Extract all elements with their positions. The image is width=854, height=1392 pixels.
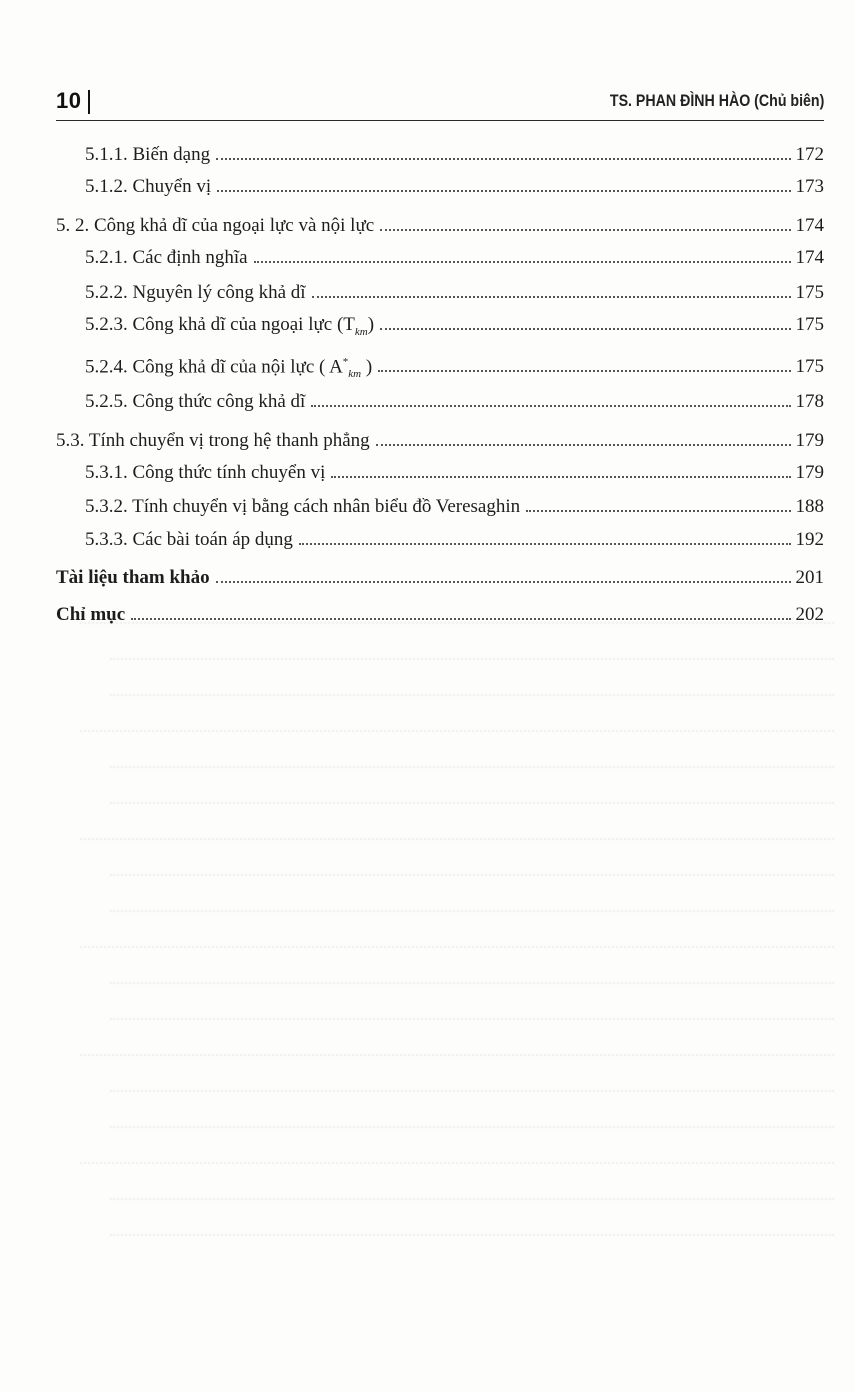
toc-entry-title-close: )	[361, 356, 373, 378]
bleed-through-line	[110, 1088, 834, 1092]
bleed-through-line	[80, 944, 834, 948]
bleed-through-line	[110, 1196, 834, 1200]
toc-entry[interactable]	[56, 495, 824, 519]
toc-dot-leader	[312, 296, 791, 298]
toc-entry-superscript: *	[342, 356, 349, 368]
toc-entry-title	[85, 143, 214, 167]
toc-entry-page: 175	[795, 282, 824, 303]
toc-dot-leader	[380, 328, 790, 330]
page-header	[56, 84, 824, 121]
toc-dot-leader	[376, 444, 791, 446]
toc-entry-title	[85, 390, 309, 414]
toc-entry-title	[56, 429, 374, 453]
toc-entry[interactable]	[56, 281, 824, 305]
toc-dot-leader	[311, 405, 790, 407]
toc-entry[interactable]	[56, 143, 824, 167]
bleed-through-line	[110, 800, 834, 804]
toc-entry[interactable]	[56, 528, 824, 552]
toc-entry-title	[85, 281, 310, 305]
toc-dot-leader	[216, 581, 791, 583]
toc-entry-title	[85, 461, 329, 485]
bleed-through-line	[80, 1052, 834, 1056]
toc-entry-title-text: 5.3. Tính chuyển vị trong hệ thanh phẳng	[56, 430, 370, 451]
toc-entry-title-text: Chỉ mục	[56, 604, 126, 625]
toc-entry-page: 192	[795, 529, 824, 550]
bleed-through-line	[110, 764, 834, 768]
toc-entry-title-text: 5.3.2. Tính chuyển vị bằng cách nhân biểu đồ Veresaghin	[85, 496, 521, 517]
bleed-through-line	[110, 656, 834, 660]
toc-dot-leader	[131, 618, 790, 620]
toc-entry[interactable]	[56, 566, 824, 590]
toc-entry-title-text: 5.3.3. Các bài toán áp dụng	[85, 529, 293, 550]
toc-dot-leader	[254, 261, 791, 263]
toc-entry-title-text: 5.2.1. Các định nghĩa	[85, 247, 248, 268]
toc-entry-page: 202	[795, 604, 824, 625]
bleed-through-line	[110, 872, 834, 876]
toc-entry-title	[85, 495, 524, 519]
bleed-through-line	[110, 980, 834, 984]
toc-entry-title-text: 5.1.1. Biến dạng	[85, 144, 211, 165]
toc-entry-page: 173	[795, 176, 824, 197]
toc-entry-title-text: 5.3.1. Công thức tính chuyển vị	[85, 462, 326, 483]
toc-entry-title-text: 5.2.5. Công thức công khả dĩ	[85, 391, 306, 412]
toc-entry-page: 172	[795, 144, 824, 165]
toc-entry-title	[85, 350, 376, 386]
toc-entry-title-close: )	[367, 314, 375, 335]
bleed-through-line	[110, 1232, 834, 1236]
toc-entry-title-text: 5. 2. Công khả dĩ của ngoại lực và nội lực	[56, 215, 375, 236]
toc-entry-page: 175	[795, 314, 824, 335]
toc-entry[interactable]	[56, 461, 824, 485]
bleed-through-line	[80, 728, 834, 732]
bleed-through-line	[110, 692, 834, 696]
toc-entry-page: 175	[795, 356, 824, 378]
page-number: 10	[56, 88, 82, 113]
toc-entry-title-text: 5.1.2. Chuyển vị	[85, 176, 212, 197]
toc-dot-leader	[299, 543, 791, 545]
toc-entry-page: 179	[795, 462, 824, 483]
toc-entry-title	[56, 603, 129, 627]
running-head: TS. PHAN ĐÌNH HÀO (Chủ biên)	[609, 92, 824, 110]
bleed-through-line	[80, 836, 834, 840]
toc-entry[interactable]	[56, 603, 824, 627]
toc-entry-page: 174	[795, 247, 824, 268]
toc-entry[interactable]	[56, 246, 824, 270]
toc-entry-title-text: 5.2.3. Công khả dĩ của ngoại lực (T	[85, 314, 355, 335]
toc-dot-leader	[380, 229, 790, 231]
toc-entry[interactable]	[56, 313, 824, 344]
toc-entry-title-text: 5.2.4. Công khả dĩ của nội lực ( A	[85, 356, 343, 378]
toc-entry-title-text: 5.2.2. Nguyên lý công khả dĩ	[85, 282, 306, 303]
toc-entry-page: 174	[795, 215, 824, 236]
toc-dot-leader	[378, 370, 790, 372]
toc-entry[interactable]	[56, 350, 824, 386]
bleed-through-texture	[40, 600, 834, 1330]
toc-entry-title	[56, 566, 214, 590]
bleed-through-line	[110, 908, 834, 912]
toc-entry-page: 179	[795, 430, 824, 451]
toc-entry[interactable]	[56, 390, 824, 414]
page-number-separator	[88, 90, 90, 114]
toc-entry-title	[85, 246, 252, 270]
toc-entry-title	[85, 313, 378, 344]
toc-dot-leader	[217, 190, 790, 192]
toc-entry-title	[56, 214, 378, 238]
toc-entry[interactable]	[56, 429, 824, 453]
toc-entry-subscript: km	[348, 368, 362, 381]
toc-entry-title	[85, 528, 297, 552]
toc-dot-leader	[526, 510, 790, 512]
bleed-through-line	[110, 1016, 834, 1020]
toc-entry-page: 201	[795, 567, 824, 588]
toc-entry-page: 178	[795, 391, 824, 412]
toc-entry-page: 188	[795, 496, 824, 517]
toc-dot-leader	[216, 158, 790, 160]
bleed-through-line	[110, 1124, 834, 1128]
toc-entry[interactable]	[56, 214, 824, 238]
toc-dot-leader	[331, 476, 790, 478]
toc-entry-subscript: km	[354, 325, 368, 338]
toc-entry-title	[85, 175, 215, 199]
toc-entry-title-text: Tài liệu tham khảo	[56, 567, 210, 588]
bleed-through-line	[80, 1160, 834, 1164]
toc-entry[interactable]	[56, 175, 824, 199]
